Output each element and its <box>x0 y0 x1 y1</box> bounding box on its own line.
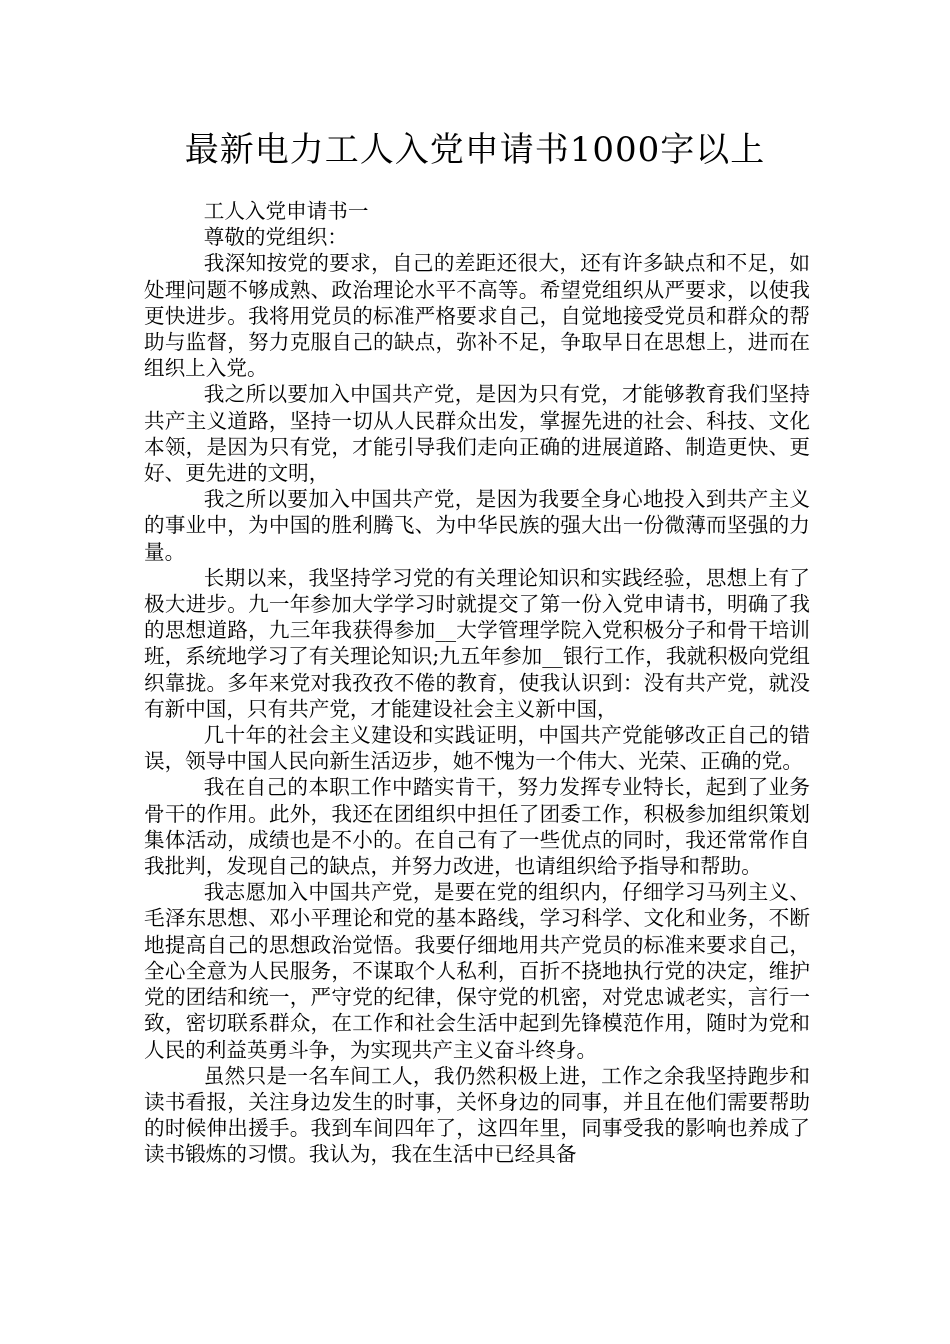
salutation: 尊敬的党组织： <box>203 225 348 250</box>
body-paragraph: 长期以来，我坚持学习党的有关理论知识和实践经验，思想上有了极大进步。九一年参加大学学习时就提交了第一份入党申请书，明确了我的思想道路，九三年我获得参加__大学管理学院入党积极分子和骨干培训班，系统地学习了有关理论知识;九五年参加__银行工作，我就积极向党组织靠拢。多年来党对我孜孜不倦的教育，使我认识到：没有共产党，就没有新中国，只有共产党，才能建设社会主义新中国， <box>144 565 810 721</box>
body-paragraph: 虽然只是一名车间工人，我仍然积极上进，工作之余我坚持跑步和读书看报，关注身边发生的时事，关怀身边的同事，并且在他们需要帮助的时候伸出援手。我到车间四年了，这四年里，同事受我的影响也养成了读书锻炼的习惯。我认为，我在生活中已经具备 <box>144 1063 810 1167</box>
document-body <box>144 198 810 1168</box>
body-paragraph: 几十年的社会主义建设和实践证明，中国共产党能够改正自己的错误，领导中国人民向新生活迈步，她不愧为一个伟大、光荣、正确的党。 <box>144 723 810 774</box>
subtitle: 工人入党申请书一 <box>203 199 369 223</box>
body-paragraph: 我志愿加入中国共产党，是要在党的组织内，仔细学习马列主义、毛泽东思想、邓小平理论和党的基本路线，学习科学、文化和业务，不断地提高自己的思想政治觉悟。我要仔细地用共产党员的标准来要求自己，全心全意为人民服务，不谋取个人私利，百折不挠地执行党的决定，维护党的团结和统一，严守党的纪律，保守党的机密，对党忠诚老实，言行一致，密切联系群众，在工作和社会生活中起到先锋模范作用，随时为党和人民的利益英勇斗争，为实现共产主义奋斗终身。 <box>144 880 810 1062</box>
body-paragraph: 我之所以要加入中国共产党，是因为我要全身心地投入到共产主义的事业中，为中国的胜利腾飞、为中华民族的强大出一份微薄而坚强的力量。 <box>144 487 810 564</box>
document-title: 最新电力工人入党申请书1000字以上 <box>184 130 766 170</box>
body-paragraph: 我之所以要加入中国共产党，是因为只有党，才能够教育我们坚持共产主义道路，坚持一切从人民群众出发，掌握先进的社会、科技、文化本领，是因为只有党，才能引导我们走向正确的进展道路、制造更快、更好、更先进的文明， <box>144 382 810 486</box>
body-paragraph: 我在自己的本职工作中踏实肯干，努力发挥专业特长，起到了业务骨干的作用。此外，我还在团组织中担任了团委工作，积极参加组织策划集体活动，成绩也是不小的。在自己有了一些优点的同时，我还常常作自我批判，发现自己的缺点，并努力改进，也请组织给予指导和帮助。 <box>144 775 810 879</box>
body-paragraph: 我深知按党的要求，自己的差距还很大，还有许多缺点和不足，如处理问题不够成熟、政治理论水平不高等。希望党组织从严要求，以使我更快进步。我将用党员的标准严格要求自己，自觉地接受党员和群众的帮助与监督，努力克服自己的缺点，弥补不足，争取早日在思想上，进而在组织上入党。 <box>144 251 810 381</box>
